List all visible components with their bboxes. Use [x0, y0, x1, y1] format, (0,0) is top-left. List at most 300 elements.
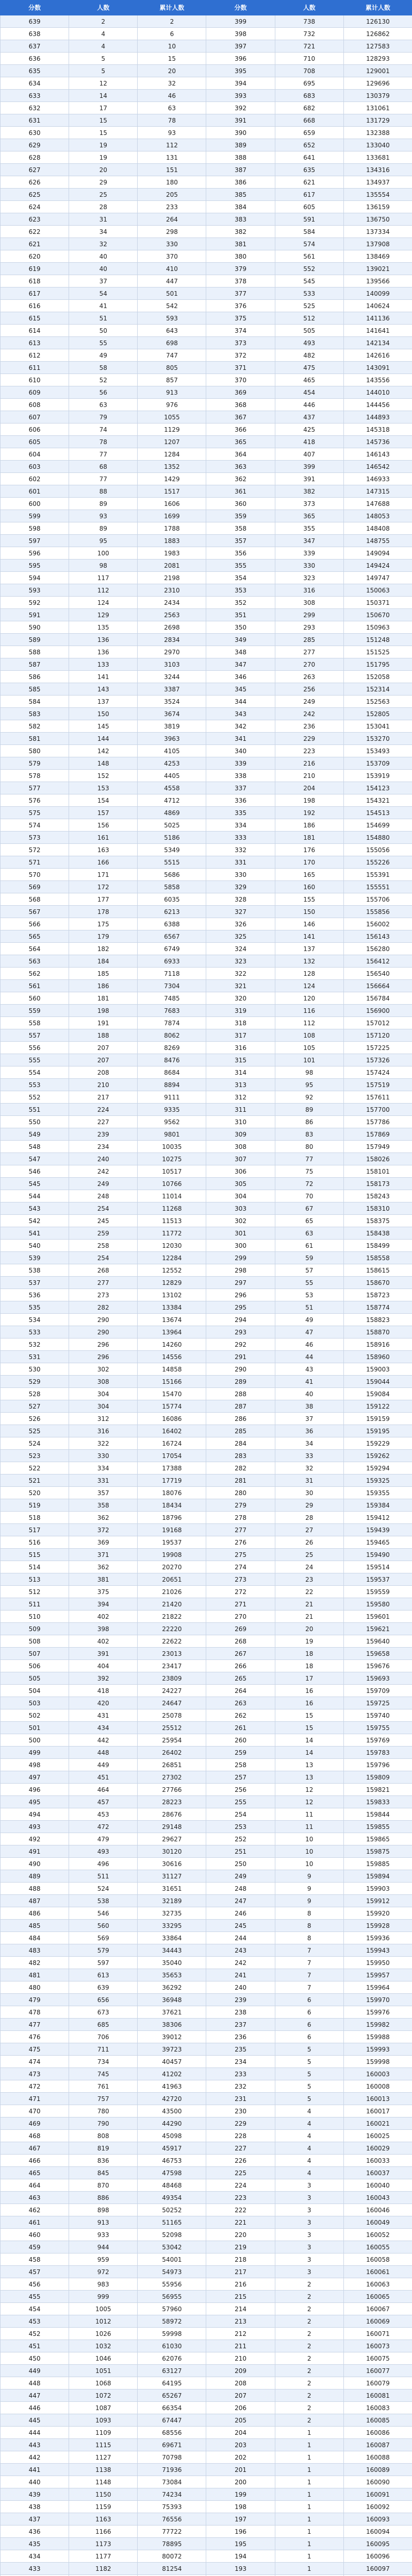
cell-score-left: 632 — [1, 102, 69, 114]
cell-cumulative-right: 160086 — [343, 2427, 412, 2439]
cell-cumulative-right: 159294 — [343, 1462, 412, 1475]
cell-cumulative-right: 156412 — [343, 955, 412, 968]
cell-cumulative-right: 132388 — [343, 127, 412, 139]
cell-count-right: 83 — [275, 1128, 343, 1141]
cell-count-left: 117 — [69, 572, 138, 584]
cell-count-left: 14 — [69, 90, 138, 102]
cell-count-left: 402 — [69, 1635, 138, 1648]
cell-cumulative-left: 17054 — [138, 1450, 206, 1462]
cell-score-right: 244 — [206, 1932, 275, 1944]
cell-cumulative-right: 154699 — [343, 819, 412, 832]
cell-score-left: 453 — [1, 2315, 69, 2328]
cell-score-right: 222 — [206, 2204, 275, 2216]
cell-score-right: 304 — [206, 1190, 275, 1202]
cell-count-right: 2 — [275, 2365, 343, 2377]
cell-cumulative-left: 12829 — [138, 1277, 206, 1289]
cell-count-left: 685 — [69, 2019, 138, 2031]
cell-score-left: 532 — [1, 1338, 69, 1351]
cell-score-right: 328 — [206, 893, 275, 906]
cell-count-left: 371 — [69, 1549, 138, 1561]
cell-score-left: 461 — [1, 2216, 69, 2229]
cell-count-left: 392 — [69, 1672, 138, 1685]
table-row — [1, 2352, 412, 2365]
cell-count-right: 20 — [275, 1623, 343, 1635]
cell-count-right: 55 — [275, 1277, 343, 1289]
cell-count-left: 290 — [69, 1314, 138, 1326]
cell-count-left: 302 — [69, 1363, 138, 1376]
cell-cumulative-right: 159755 — [343, 1722, 412, 1734]
cell-cumulative-left: 25078 — [138, 1709, 206, 1722]
table-row — [1, 325, 412, 337]
cell-cumulative-right: 152563 — [343, 696, 412, 708]
cell-count-left: 362 — [69, 1512, 138, 1524]
cell-count-right: 216 — [275, 757, 343, 770]
cell-score-left: 559 — [1, 1005, 69, 1017]
cell-count-right: 13 — [275, 1759, 343, 1771]
cell-score-right: 294 — [206, 1314, 275, 1326]
cell-score-left: 612 — [1, 349, 69, 362]
cell-cumulative-right: 153493 — [343, 745, 412, 757]
cell-count-right: 10 — [275, 1858, 343, 1870]
cell-score-right: 338 — [206, 770, 275, 782]
cell-cumulative-right: 159514 — [343, 1561, 412, 1573]
table-row — [1, 1747, 412, 1759]
cell-cumulative-right: 160097 — [343, 2563, 412, 2575]
cell-score-right: 284 — [206, 1437, 275, 1450]
cell-cumulative-left: 66354 — [138, 2402, 206, 2414]
cell-count-right: 1 — [275, 2439, 343, 2451]
cell-score-left: 584 — [1, 696, 69, 708]
cell-cumulative-right: 159865 — [343, 1833, 412, 1845]
cell-cumulative-right: 156900 — [343, 1005, 412, 1017]
cell-cumulative-left: 33295 — [138, 1920, 206, 1932]
cell-score-left: 448 — [1, 2377, 69, 2389]
table-row — [1, 287, 412, 300]
cell-count-right: 1 — [275, 2451, 343, 2464]
cell-cumulative-right: 147688 — [343, 498, 412, 510]
cell-cumulative-left: 7304 — [138, 980, 206, 992]
cell-count-left: 136 — [69, 634, 138, 646]
cell-count-left: 259 — [69, 1227, 138, 1240]
cell-cumulative-left: 2310 — [138, 584, 206, 597]
cell-cumulative-left: 32735 — [138, 1907, 206, 1920]
table-row — [1, 2402, 412, 2414]
table-row — [1, 226, 412, 238]
cell-count-left: 656 — [69, 1994, 138, 2006]
cell-count-left: 175 — [69, 918, 138, 930]
cell-count-right: 256 — [275, 683, 343, 696]
cell-score-left: 526 — [1, 1413, 69, 1425]
cell-count-right: 120 — [275, 992, 343, 1005]
cell-cumulative-right: 159957 — [343, 1969, 412, 1981]
cell-score-right: 278 — [206, 1512, 275, 1524]
cell-count-right: 552 — [275, 263, 343, 275]
cell-count-right: 198 — [275, 794, 343, 807]
table-row — [1, 720, 412, 733]
cell-cumulative-left: 16724 — [138, 1437, 206, 1450]
cell-cumulative-right: 159936 — [343, 1932, 412, 1944]
cell-score-left: 481 — [1, 1969, 69, 1981]
cell-cumulative-right: 159912 — [343, 1895, 412, 1907]
cell-score-right: 281 — [206, 1475, 275, 1487]
cell-count-left: 19 — [69, 139, 138, 151]
cell-cumulative-left: 24647 — [138, 1697, 206, 1709]
cell-score-left: 458 — [1, 2253, 69, 2266]
table-row — [1, 1388, 412, 1400]
cell-cumulative-left: 15470 — [138, 1388, 206, 1400]
cell-cumulative-right: 139021 — [343, 263, 412, 275]
table-row — [1, 1363, 412, 1376]
cell-count-right: 2 — [275, 2352, 343, 2365]
cell-score-right: 376 — [206, 300, 275, 312]
cell-score-left: 521 — [1, 1475, 69, 1487]
cell-cumulative-right: 157611 — [343, 1091, 412, 1104]
cell-cumulative-left: 62076 — [138, 2352, 206, 2365]
cell-score-left: 597 — [1, 535, 69, 547]
cell-score-left: 447 — [1, 2389, 69, 2402]
cell-cumulative-right: 158670 — [343, 1277, 412, 1289]
cell-count-right: 2 — [275, 2291, 343, 2303]
cell-cumulative-left: 6035 — [138, 893, 206, 906]
table-row — [1, 485, 412, 498]
cell-score-right: 384 — [206, 201, 275, 213]
cell-count-right: 446 — [275, 399, 343, 411]
table-row — [1, 374, 412, 386]
cell-cumulative-left: 23013 — [138, 1648, 206, 1660]
table-row — [1, 1437, 412, 1450]
cell-count-right: 229 — [275, 733, 343, 745]
cell-cumulative-left: 39723 — [138, 2043, 206, 2056]
table-row — [1, 510, 412, 522]
table-row — [1, 1796, 412, 1808]
cell-score-right: 288 — [206, 1388, 275, 1400]
cell-count-right: 399 — [275, 461, 343, 473]
cell-cumulative-right: 160017 — [343, 2105, 412, 2117]
cell-score-right: 263 — [206, 1697, 275, 1709]
cell-cumulative-right: 160091 — [343, 2488, 412, 2501]
header-cumulative-left: 累计人数 — [138, 1, 206, 15]
cell-cumulative-left: 3524 — [138, 696, 206, 708]
cell-score-left: 555 — [1, 1054, 69, 1066]
table-row — [1, 2216, 412, 2229]
cell-score-right: 350 — [206, 621, 275, 634]
cell-score-left: 517 — [1, 1524, 69, 1536]
table-row — [1, 399, 412, 411]
cell-score-left: 540 — [1, 1240, 69, 1252]
table-row — [1, 1215, 412, 1227]
table-row — [1, 671, 412, 683]
cell-count-right: 5 — [275, 2080, 343, 2093]
cell-score-left: 491 — [1, 1845, 69, 1858]
cell-cumulative-left: 50252 — [138, 2204, 206, 2216]
cell-score-left: 579 — [1, 757, 69, 770]
cell-score-right: 392 — [206, 102, 275, 114]
cell-count-right: 5 — [275, 2093, 343, 2105]
cell-cumulative-right: 144893 — [343, 411, 412, 423]
cell-score-right: 399 — [206, 15, 275, 28]
table-row — [1, 980, 412, 992]
cell-score-right: 283 — [206, 1450, 275, 1462]
cell-count-left: 972 — [69, 2266, 138, 2278]
cell-count-left: 4 — [69, 28, 138, 40]
cell-score-left: 544 — [1, 1190, 69, 1202]
table-row — [1, 869, 412, 881]
cell-score-left: 438 — [1, 2501, 69, 2513]
cell-count-left: 54 — [69, 287, 138, 300]
cell-score-right: 389 — [206, 139, 275, 151]
cell-cumulative-right: 150670 — [343, 609, 412, 621]
cell-count-left: 29 — [69, 176, 138, 189]
cell-cumulative-left: 51165 — [138, 2216, 206, 2229]
cell-cumulative-left: 19168 — [138, 1524, 206, 1536]
cell-cumulative-right: 159229 — [343, 1437, 412, 1450]
cell-cumulative-left: 9111 — [138, 1091, 206, 1104]
cell-count-right: 10 — [275, 1833, 343, 1845]
cell-score-right: 398 — [206, 28, 275, 40]
cell-count-left: 32 — [69, 238, 138, 250]
cell-score-right: 250 — [206, 1858, 275, 1870]
cell-count-right: 70 — [275, 1190, 343, 1202]
cell-cumulative-left: 1055 — [138, 411, 206, 423]
cell-score-left: 635 — [1, 65, 69, 77]
cell-cumulative-right: 157424 — [343, 1066, 412, 1079]
cell-score-right: 203 — [206, 2439, 275, 2451]
cell-score-left: 578 — [1, 770, 69, 782]
cell-count-right: 242 — [275, 708, 343, 720]
table-row — [1, 139, 412, 151]
cell-count-left: 152 — [69, 770, 138, 782]
cell-count-left: 185 — [69, 968, 138, 980]
cell-cumulative-left: 35040 — [138, 1957, 206, 1969]
cell-cumulative-left: 131 — [138, 151, 206, 164]
cell-cumulative-right: 156664 — [343, 980, 412, 992]
cell-score-left: 503 — [1, 1697, 69, 1709]
table-row — [1, 1153, 412, 1165]
cell-score-left: 456 — [1, 2278, 69, 2291]
cell-count-right: 95 — [275, 1079, 343, 1091]
cell-count-right: 89 — [275, 1104, 343, 1116]
table-row — [1, 1573, 412, 1586]
cell-count-right: 128 — [275, 968, 343, 980]
cell-count-right: 695 — [275, 77, 343, 90]
cell-cumulative-right: 157012 — [343, 1017, 412, 1029]
cell-cumulative-left: 2198 — [138, 572, 206, 584]
cell-score-left: 622 — [1, 226, 69, 238]
cell-count-left: 41 — [69, 300, 138, 312]
cell-score-right: 379 — [206, 263, 275, 275]
cell-score-right: 231 — [206, 2093, 275, 2105]
cell-count-left: 124 — [69, 597, 138, 609]
cell-count-left: 613 — [69, 1969, 138, 1981]
cell-cumulative-right: 159439 — [343, 1524, 412, 1536]
cell-cumulative-left: 28676 — [138, 1808, 206, 1821]
cell-score-left: 639 — [1, 15, 69, 28]
table-row — [1, 646, 412, 658]
cell-score-right: 346 — [206, 671, 275, 683]
cell-score-left: 434 — [1, 2550, 69, 2563]
cell-score-left: 620 — [1, 250, 69, 263]
cell-count-left: 538 — [69, 1895, 138, 1907]
cell-cumulative-right: 158558 — [343, 1252, 412, 1264]
cell-count-right: 263 — [275, 671, 343, 683]
cell-count-right: 13 — [275, 1771, 343, 1784]
cell-cumulative-right: 160037 — [343, 2167, 412, 2179]
cell-count-right: 223 — [275, 745, 343, 757]
cell-count-right: 14 — [275, 1747, 343, 1759]
cell-count-right: 9 — [275, 1870, 343, 1883]
table-row — [1, 1771, 412, 1784]
cell-score-right: 317 — [206, 1029, 275, 1042]
cell-count-right: 9 — [275, 1883, 343, 1895]
table-row — [1, 1425, 412, 1437]
cell-score-left: 545 — [1, 1178, 69, 1190]
cell-count-right: 10 — [275, 1845, 343, 1858]
cell-cumulative-left: 12284 — [138, 1252, 206, 1264]
cell-score-right: 302 — [206, 1215, 275, 1227]
cell-score-left: 570 — [1, 869, 69, 881]
table-row — [1, 176, 412, 189]
cell-score-left: 631 — [1, 114, 69, 127]
cell-cumulative-right: 159998 — [343, 2056, 412, 2068]
cell-cumulative-left: 75393 — [138, 2501, 206, 2513]
cell-count-right: 160 — [275, 881, 343, 893]
cell-score-left: 465 — [1, 2167, 69, 2179]
cell-score-left: 471 — [1, 2093, 69, 2105]
cell-cumulative-right: 158243 — [343, 1190, 412, 1202]
cell-cumulative-left: 9335 — [138, 1104, 206, 1116]
cell-count-left: 1012 — [69, 2315, 138, 2328]
cell-count-left: 273 — [69, 1289, 138, 1301]
cell-cumulative-left: 16086 — [138, 1413, 206, 1425]
header-score-left: 分数 — [1, 1, 69, 15]
cell-score-left: 527 — [1, 1400, 69, 1413]
cell-count-left: 845 — [69, 2167, 138, 2179]
cell-score-right: 374 — [206, 325, 275, 337]
cell-score-left: 451 — [1, 2340, 69, 2352]
table-row — [1, 1784, 412, 1796]
cell-score-right: 352 — [206, 597, 275, 609]
cell-cumulative-left: 35653 — [138, 1969, 206, 1981]
cell-score-left: 499 — [1, 1747, 69, 1759]
cell-score-right: 258 — [206, 1759, 275, 1771]
cell-cumulative-left: 5186 — [138, 832, 206, 844]
table-row — [1, 1549, 412, 1561]
cell-cumulative-left: 6933 — [138, 955, 206, 968]
cell-score-right: 362 — [206, 473, 275, 485]
cell-count-right: 6 — [275, 1994, 343, 2006]
cell-score-right: 286 — [206, 1413, 275, 1425]
cell-score-left: 504 — [1, 1685, 69, 1697]
cell-count-left: 569 — [69, 1932, 138, 1944]
cell-count-right: 176 — [275, 844, 343, 856]
cell-score-right: 193 — [206, 2563, 275, 2575]
cell-cumulative-left: 8269 — [138, 1042, 206, 1054]
cell-score-left: 487 — [1, 1895, 69, 1907]
cell-score-right: 370 — [206, 374, 275, 386]
cell-count-left: 227 — [69, 1116, 138, 1128]
cell-cumulative-left: 27302 — [138, 1771, 206, 1784]
cell-count-right: 116 — [275, 1005, 343, 1017]
cell-score-left: 534 — [1, 1314, 69, 1326]
cell-cumulative-left: 18434 — [138, 1499, 206, 1512]
table-row — [1, 968, 412, 980]
cell-cumulative-left: 30120 — [138, 1845, 206, 1858]
cell-count-right: 12 — [275, 1796, 343, 1808]
table-row — [1, 844, 412, 856]
cell-score-left: 485 — [1, 1920, 69, 1932]
cell-count-left: 40 — [69, 263, 138, 275]
cell-score-right: 396 — [206, 53, 275, 65]
table-row — [1, 992, 412, 1005]
cell-score-right: 388 — [206, 151, 275, 164]
table-row — [1, 1400, 412, 1413]
cell-cumulative-right: 159783 — [343, 1747, 412, 1759]
cell-cumulative-right: 160077 — [343, 2365, 412, 2377]
cell-score-right: 394 — [206, 77, 275, 90]
cell-score-left: 511 — [1, 1598, 69, 1611]
cell-score-right: 342 — [206, 720, 275, 733]
cell-score-right: 267 — [206, 1648, 275, 1660]
cell-cumulative-right: 159640 — [343, 1635, 412, 1648]
cell-cumulative-left: 57960 — [138, 2303, 206, 2315]
cell-cumulative-left: 2970 — [138, 646, 206, 658]
cell-cumulative-right: 160055 — [343, 2241, 412, 2253]
cell-score-left: 529 — [1, 1376, 69, 1388]
cell-cumulative-left: 13102 — [138, 1289, 206, 1301]
cell-score-right: 210 — [206, 2352, 275, 2365]
cell-cumulative-left: 31651 — [138, 1883, 206, 1895]
table-row — [1, 1981, 412, 1994]
cell-count-right: 19 — [275, 1635, 343, 1648]
cell-score-right: 306 — [206, 1165, 275, 1178]
cell-cumulative-left: 16402 — [138, 1425, 206, 1437]
cell-cumulative-right: 160087 — [343, 2439, 412, 2451]
table-row — [1, 770, 412, 782]
cell-score-left: 637 — [1, 40, 69, 53]
cell-score-right: 261 — [206, 1722, 275, 1734]
cell-cumulative-left: 49354 — [138, 2192, 206, 2204]
cell-score-right: 330 — [206, 869, 275, 881]
table-row — [1, 745, 412, 757]
cell-count-left: 239 — [69, 1128, 138, 1141]
cell-count-left: 1072 — [69, 2389, 138, 2402]
cell-score-right: 358 — [206, 522, 275, 535]
cell-count-left: 248 — [69, 1190, 138, 1202]
cell-score-left: 446 — [1, 2402, 69, 2414]
cell-cumulative-right: 139566 — [343, 275, 412, 287]
cell-cumulative-left: 77722 — [138, 2526, 206, 2538]
table-row — [1, 1870, 412, 1883]
cell-score-right: 322 — [206, 968, 275, 980]
cell-score-left: 613 — [1, 337, 69, 349]
cell-score-left: 436 — [1, 2526, 69, 2538]
cell-score-right: 395 — [206, 65, 275, 77]
cell-cumulative-left: 747 — [138, 349, 206, 362]
cell-count-left: 224 — [69, 1104, 138, 1116]
cell-cumulative-left: 2 — [138, 15, 206, 28]
table-row — [1, 1598, 412, 1611]
cell-cumulative-left: 44290 — [138, 2117, 206, 2130]
cell-score-left: 443 — [1, 2439, 69, 2451]
cell-score-left: 468 — [1, 2130, 69, 2142]
table-row — [1, 1338, 412, 1351]
cell-score-left: 514 — [1, 1561, 69, 1573]
cell-cumulative-right: 150063 — [343, 584, 412, 597]
cell-cumulative-left: 63 — [138, 102, 206, 114]
table-row — [1, 201, 412, 213]
cell-score-right: 279 — [206, 1499, 275, 1512]
cell-score-left: 462 — [1, 2204, 69, 2216]
